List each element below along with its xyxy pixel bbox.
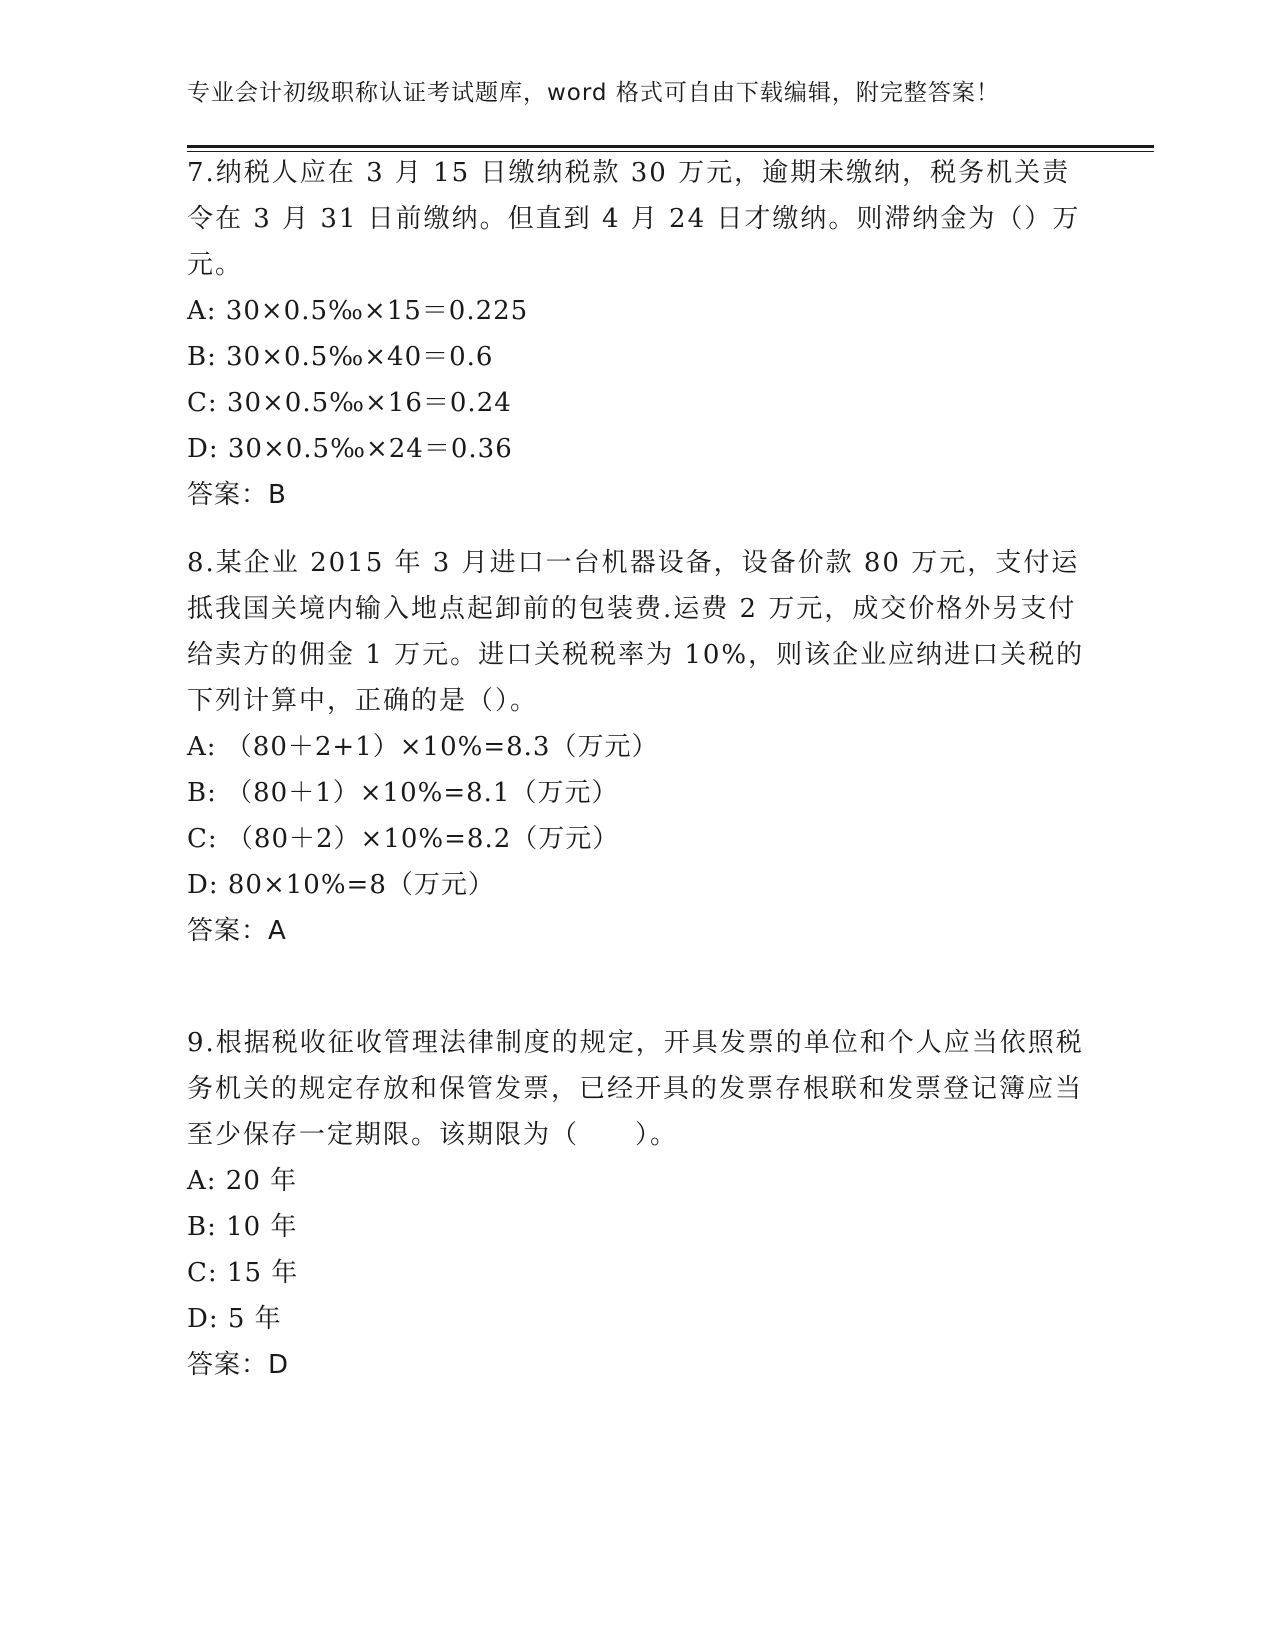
option-c: C: 15 年 bbox=[187, 1258, 299, 1288]
answer-label: 答案： bbox=[187, 480, 269, 510]
question-text: 9.根据税收征收管理法律制度的规定，开具发票的单位和个人应当依照税务机关的规定存放和保管发票，已经开具的发票存根联和发票登记簿应当至少保存一定期限。该期限为（ ）。 bbox=[187, 1028, 1084, 1150]
answer-line bbox=[187, 908, 1087, 954]
option-b: B: 30×0.5‰×40＝0.6 bbox=[187, 342, 494, 372]
answer-label: 答案： bbox=[187, 916, 269, 946]
page-header: 专业会计初级职称认证考试题库，word 格式可自由下载编辑，附完整答案！ bbox=[187, 80, 1000, 106]
question-text: 7.纳税人应在 3 月 15 日缴纳税款 30 万元，逾期未缴纳，税务机关责令在 3 月 31 日前缴纳。但直到 4 月 24 日才缴纳。则滞纳金为（）万元。 bbox=[187, 158, 1081, 280]
option-d: D: 5 年 bbox=[187, 1304, 282, 1334]
header-divider-thick bbox=[187, 145, 1154, 148]
answer-label: 答案： bbox=[187, 1350, 269, 1380]
question-8 bbox=[187, 540, 1087, 954]
option-a: A: 30×0.5‰×15＝0.225 bbox=[187, 296, 529, 326]
option-b: B: （80＋1）×10%=8.1（万元） bbox=[187, 778, 619, 808]
answer-value: B bbox=[268, 480, 287, 510]
option-a: A: （80＋2+1）×10%=8.3（万元） bbox=[187, 732, 659, 762]
answer-value: D bbox=[268, 1350, 290, 1380]
option-a: A: 20 年 bbox=[187, 1166, 298, 1196]
answer-line bbox=[187, 472, 1087, 518]
option-d: D: 30×0.5‰×24＝0.36 bbox=[187, 434, 513, 464]
option-d: D: 80×10%=8（万元） bbox=[187, 870, 495, 900]
option-b: B: 10 年 bbox=[187, 1212, 298, 1242]
answer-line bbox=[187, 1342, 1087, 1388]
answer-value: A bbox=[268, 916, 287, 946]
option-c: C: （80＋2）×10%=8.2（万元） bbox=[187, 824, 620, 854]
question-7 bbox=[187, 150, 1087, 518]
question-text: 8.某企业 2015 年 3 月进口一台机器设备，设备价款 80 万元，支付运抵我国关境内输入地点起卸前的包装费.运费 2 万元，成交价格外另支付给卖方的佣金 1 万元。进口关税税率为 10%，则该企业应纳进口关税的下列计算中，正确的是（）。 bbox=[187, 548, 1085, 716]
question-9 bbox=[187, 1020, 1087, 1388]
option-c: C: 30×0.5‰×16＝0.24 bbox=[187, 388, 512, 418]
